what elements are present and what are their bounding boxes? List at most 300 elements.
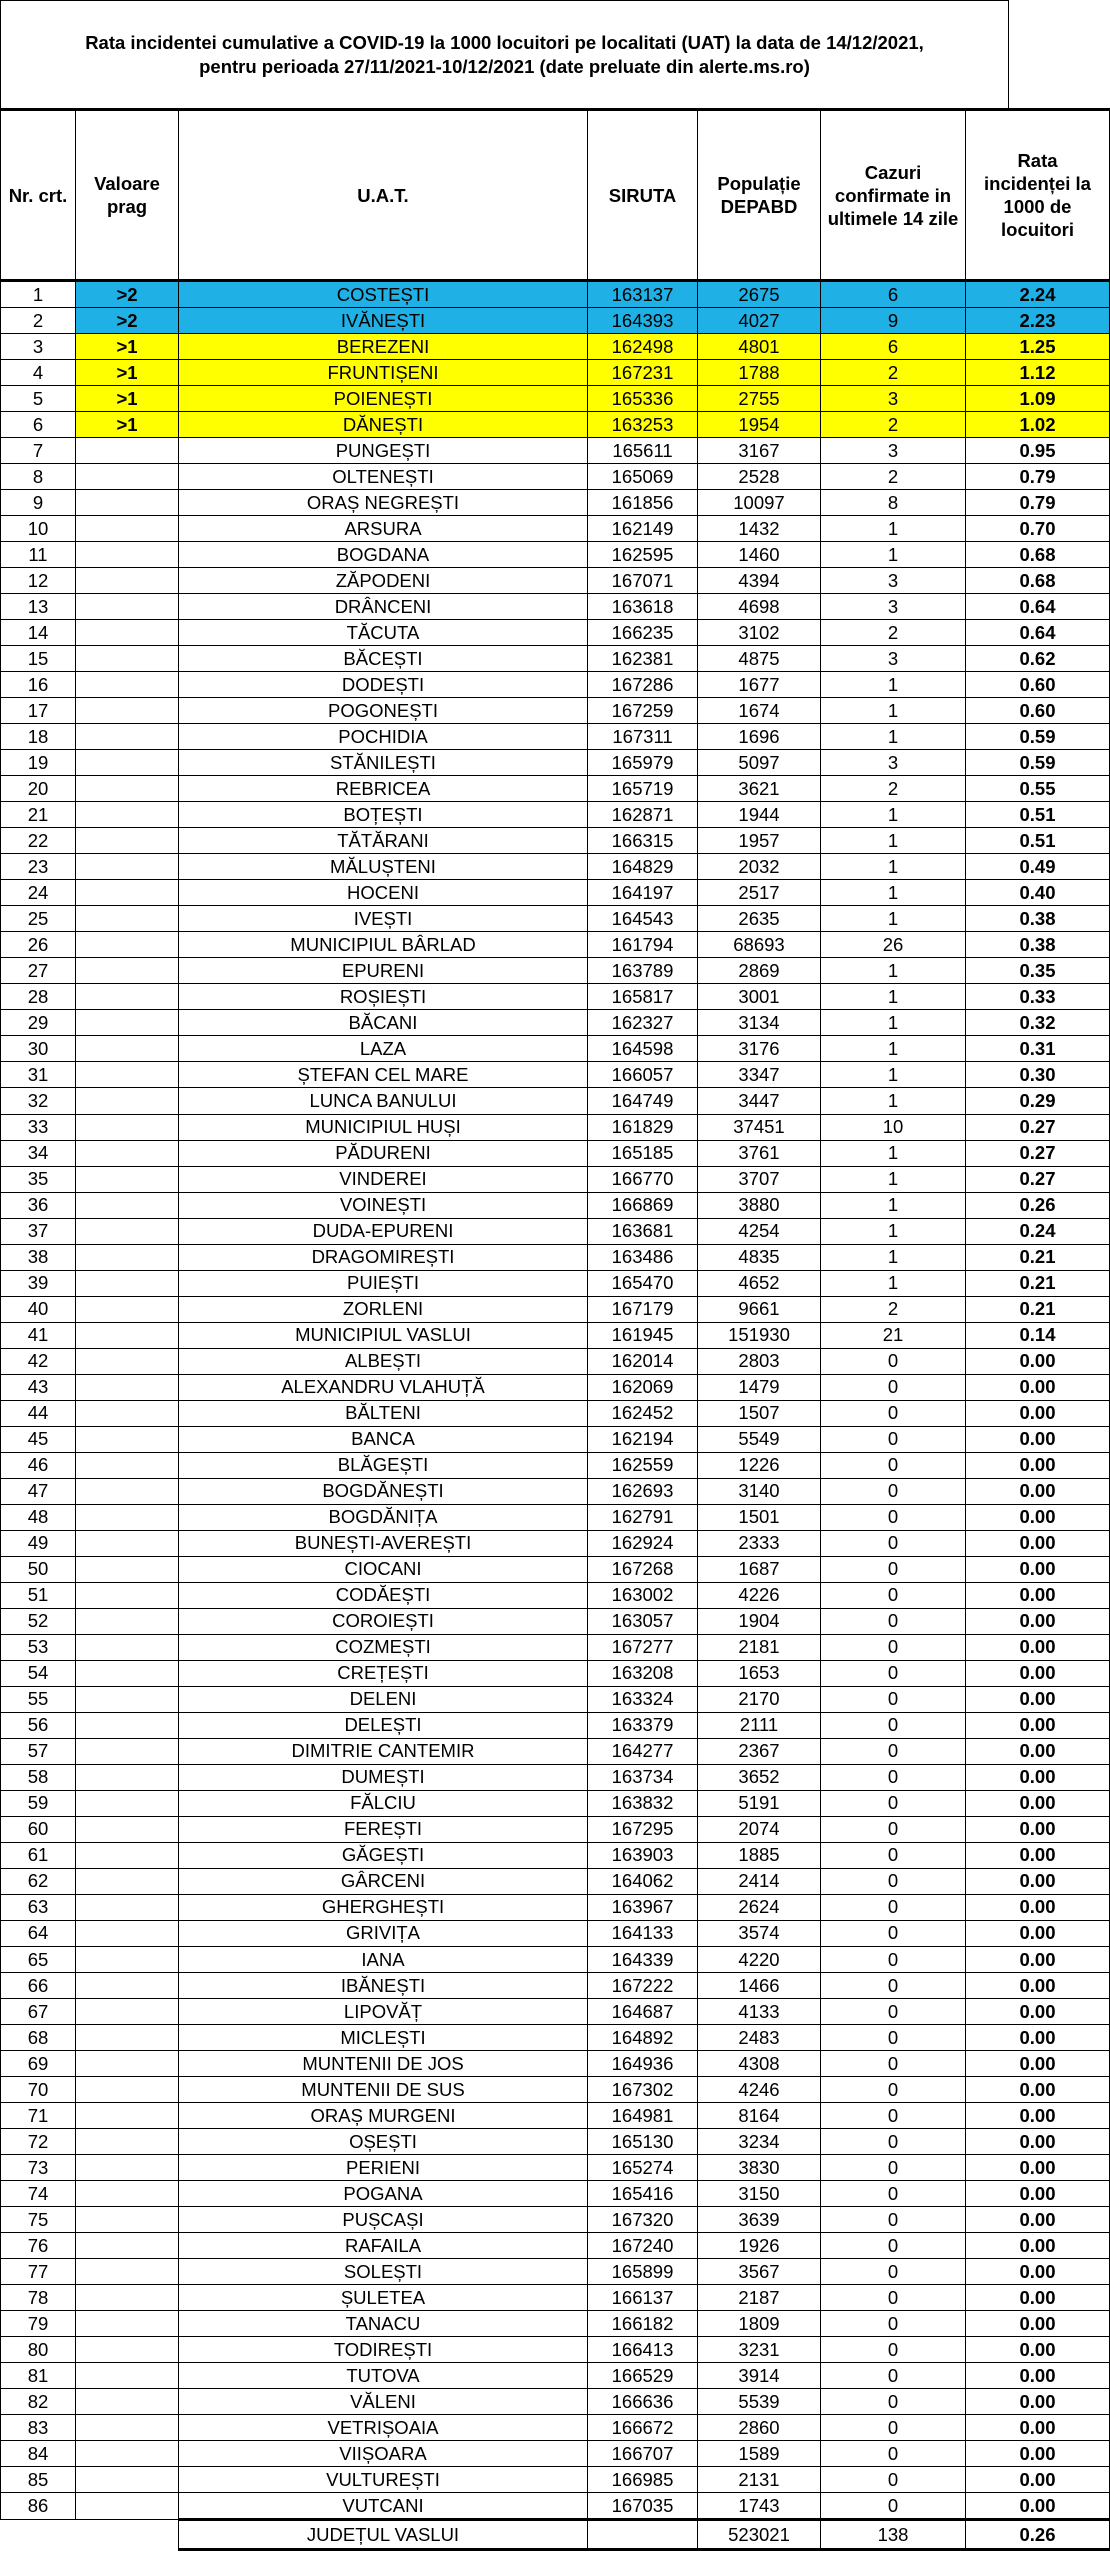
cell-populatie: 2187 <box>698 2285 821 2311</box>
cell-cazuri: 1 <box>821 698 966 724</box>
cell-siruta: 167268 <box>588 1556 698 1582</box>
cell-siruta: 164133 <box>588 1920 698 1946</box>
table-row <box>1 1556 1110 1582</box>
cell-populatie: 4226 <box>698 1582 821 1608</box>
cell-uat: CREȚEȘTI <box>179 1660 588 1686</box>
cell-rata: 0.00 <box>966 1452 1110 1478</box>
cell-prag <box>76 1842 179 1868</box>
cell-nr: 77 <box>1 2259 76 2285</box>
cell-populatie: 2414 <box>698 1868 821 1894</box>
cell-siruta: 162693 <box>588 1478 698 1504</box>
cell-cazuri: 0 <box>821 1634 966 1660</box>
cell-nr: 37 <box>1 1218 76 1244</box>
total-rata: 0.26 <box>966 2520 1110 2550</box>
cell-uat: ZĂPODENI <box>179 568 588 594</box>
cell-rata: 0.00 <box>966 1686 1110 1712</box>
cell-siruta: 166235 <box>588 620 698 646</box>
cell-nr: 29 <box>1 1010 76 1036</box>
cell-populatie: 1788 <box>698 360 821 386</box>
cell-rata: 0.21 <box>966 1270 1110 1296</box>
cell-siruta: 163486 <box>588 1244 698 1270</box>
cell-populatie: 1944 <box>698 802 821 828</box>
cell-prag <box>76 2259 179 2285</box>
cell-prag <box>76 1582 179 1608</box>
cell-populatie: 3567 <box>698 2259 821 2285</box>
table-row <box>1 1400 1110 1426</box>
cell-populatie: 2624 <box>698 1894 821 1920</box>
cell-rata: 0.00 <box>966 2103 1110 2129</box>
cell-nr: 83 <box>1 2415 76 2441</box>
cell-cazuri: 0 <box>821 1790 966 1816</box>
cell-nr: 48 <box>1 1504 76 1530</box>
table-row <box>1 2337 1110 2363</box>
cell-nr: 81 <box>1 2363 76 2389</box>
cell-prag <box>76 1114 179 1140</box>
cell-nr: 38 <box>1 1244 76 1270</box>
cell-uat: HOCENI <box>179 880 588 906</box>
cell-siruta: 164936 <box>588 2051 698 2077</box>
cell-populatie: 9661 <box>698 1296 821 1322</box>
cell-prag <box>76 2441 179 2467</box>
cell-uat: MUNTENII DE JOS <box>179 2051 588 2077</box>
cell-siruta: 166707 <box>588 2441 698 2467</box>
cell-nr: 28 <box>1 984 76 1010</box>
table-row <box>1 490 1110 516</box>
cell-cazuri: 0 <box>821 1999 966 2025</box>
cell-uat: COSTEȘTI <box>179 281 588 308</box>
cell-nr: 33 <box>1 1114 76 1140</box>
cell-prag <box>76 1790 179 1816</box>
cell-siruta: 163379 <box>588 1712 698 1738</box>
table-row <box>1 2025 1110 2051</box>
cell-populatie: 3347 <box>698 1062 821 1088</box>
table-row <box>1 464 1110 490</box>
cell-rata: 0.00 <box>966 2311 1110 2337</box>
cell-nr: 65 <box>1 1947 76 1973</box>
cell-populatie: 2131 <box>698 2467 821 2493</box>
cell-cazuri: 0 <box>821 1504 966 1530</box>
cell-prag <box>76 724 179 750</box>
cell-nr: 11 <box>1 542 76 568</box>
cell-cazuri: 0 <box>821 1973 966 1999</box>
cell-rata: 0.00 <box>966 2077 1110 2103</box>
cell-siruta: 167240 <box>588 2233 698 2259</box>
cell-populatie: 10097 <box>698 490 821 516</box>
cell-prag <box>76 2311 179 2337</box>
cell-rata: 0.32 <box>966 1010 1110 1036</box>
cell-populatie: 3880 <box>698 1192 821 1218</box>
cell-cazuri: 1 <box>821 906 966 932</box>
cell-populatie: 1507 <box>698 1400 821 1426</box>
cell-uat: GĂGEȘTI <box>179 1842 588 1868</box>
cell-prag <box>76 1634 179 1660</box>
cell-populatie: 4652 <box>698 1270 821 1296</box>
cell-rata: 0.40 <box>966 880 1110 906</box>
cell-prag <box>76 2129 179 2155</box>
cell-prag <box>76 1426 179 1452</box>
cell-rata: 0.00 <box>966 2467 1110 2493</box>
cell-prag <box>76 1478 179 1504</box>
cell-rata: 1.02 <box>966 412 1110 438</box>
cell-populatie: 4394 <box>698 568 821 594</box>
cell-populatie: 68693 <box>698 932 821 958</box>
cell-uat: BOGDĂNEȘTI <box>179 1478 588 1504</box>
cell-nr: 72 <box>1 2129 76 2155</box>
header-rata: Rata incidenței la 1000 de locuitori <box>966 110 1110 281</box>
cell-uat: ORAȘ NEGREȘTI <box>179 490 588 516</box>
table-row <box>1 568 1110 594</box>
cell-siruta: 161794 <box>588 932 698 958</box>
cell-nr: 70 <box>1 2077 76 2103</box>
cell-prag <box>76 2181 179 2207</box>
table-row <box>1 438 1110 464</box>
cell-cazuri: 1 <box>821 1244 966 1270</box>
cell-cazuri: 1 <box>821 880 966 906</box>
table-row <box>1 2129 1110 2155</box>
cell-uat: MĂLUȘTENI <box>179 854 588 880</box>
cell-populatie: 2869 <box>698 958 821 984</box>
cell-prag <box>76 1556 179 1582</box>
cell-prag: >1 <box>76 334 179 360</box>
cell-prag <box>76 2467 179 2493</box>
cell-prag <box>76 2493 179 2520</box>
cell-cazuri: 1 <box>821 542 966 568</box>
cell-prag <box>76 1816 179 1842</box>
cell-nr: 18 <box>1 724 76 750</box>
cell-populatie: 4698 <box>698 594 821 620</box>
cell-cazuri: 1 <box>821 672 966 698</box>
cell-prag <box>76 568 179 594</box>
cell-rata: 0.51 <box>966 828 1110 854</box>
table-row <box>1 1608 1110 1634</box>
cell-rata: 0.00 <box>966 2337 1110 2363</box>
header-cazuri: Cazuri confirmate in ultimele 14 zile <box>821 110 966 281</box>
cell-siruta: 166770 <box>588 1166 698 1192</box>
table-row <box>1 1764 1110 1790</box>
cell-cazuri: 3 <box>821 568 966 594</box>
cell-siruta: 163967 <box>588 1894 698 1920</box>
cell-rata: 0.00 <box>966 2155 1110 2181</box>
cell-prag <box>76 1166 179 1192</box>
cell-cazuri: 1 <box>821 958 966 984</box>
table-row <box>1 1816 1110 1842</box>
table-row <box>1 1504 1110 1530</box>
cell-nr: 23 <box>1 854 76 880</box>
cell-uat: CODĂEȘTI <box>179 1582 588 1608</box>
cell-siruta: 162924 <box>588 1530 698 1556</box>
cell-uat: PUȘCAȘI <box>179 2207 588 2233</box>
cell-nr: 75 <box>1 2207 76 2233</box>
cell-prag <box>76 516 179 542</box>
cell-cazuri: 0 <box>821 2129 966 2155</box>
cell-uat: LUNCA BANULUI <box>179 1088 588 1114</box>
cell-rata: 0.00 <box>966 1842 1110 1868</box>
cell-populatie: 3134 <box>698 1010 821 1036</box>
cell-rata: 0.79 <box>966 490 1110 516</box>
cell-siruta: 165470 <box>588 1270 698 1296</box>
cell-prag <box>76 1140 179 1166</box>
cell-populatie: 2111 <box>698 1712 821 1738</box>
cell-siruta: 166137 <box>588 2285 698 2311</box>
table-row <box>1 776 1110 802</box>
cell-populatie: 1696 <box>698 724 821 750</box>
cell-nr: 34 <box>1 1140 76 1166</box>
cell-uat: GHERGHEȘTI <box>179 1894 588 1920</box>
table-row <box>1 750 1110 776</box>
cell-siruta: 166672 <box>588 2415 698 2441</box>
table-row <box>1 854 1110 880</box>
cell-rata: 0.24 <box>966 1218 1110 1244</box>
cell-cazuri: 0 <box>821 1712 966 1738</box>
table-row <box>1 1920 1110 1946</box>
cell-prag <box>76 984 179 1010</box>
cell-rata: 0.00 <box>966 2051 1110 2077</box>
total-label: JUDEȚUL VASLUI <box>179 2520 588 2550</box>
table-row <box>1 2285 1110 2311</box>
table-row <box>1 2441 1110 2467</box>
cell-uat: VINDEREI <box>179 1166 588 1192</box>
cell-siruta: 166182 <box>588 2311 698 2337</box>
table-row <box>1 2389 1110 2415</box>
cell-siruta: 162595 <box>588 542 698 568</box>
cell-siruta: 162381 <box>588 646 698 672</box>
cell-nr: 42 <box>1 1348 76 1374</box>
table-row <box>1 2415 1110 2441</box>
cell-siruta: 164749 <box>588 1088 698 1114</box>
cell-rata: 0.00 <box>966 1973 1110 1999</box>
cell-nr: 1 <box>1 281 76 308</box>
cell-nr: 14 <box>1 620 76 646</box>
cell-cazuri: 0 <box>821 2441 966 2467</box>
table-row <box>1 1010 1110 1036</box>
cell-rata: 0.00 <box>966 1400 1110 1426</box>
cell-cazuri: 1 <box>821 1010 966 1036</box>
cell-rata: 0.62 <box>966 646 1110 672</box>
cell-rata: 0.00 <box>966 1790 1110 1816</box>
cell-nr: 52 <box>1 1608 76 1634</box>
cell-siruta: 167222 <box>588 1973 698 1999</box>
cell-siruta: 167259 <box>588 698 698 724</box>
cell-cazuri: 0 <box>821 1868 966 1894</box>
cell-nr: 10 <box>1 516 76 542</box>
table-row <box>1 672 1110 698</box>
cell-rata: 0.00 <box>966 1530 1110 1556</box>
table-row <box>1 1270 1110 1296</box>
cell-siruta: 164892 <box>588 2025 698 2051</box>
cell-uat: DRAGOMIREȘTI <box>179 1244 588 1270</box>
cell-populatie: 1687 <box>698 1556 821 1582</box>
cell-siruta: 163681 <box>588 1218 698 1244</box>
cell-uat: BANCA <box>179 1426 588 1452</box>
cell-rata: 0.31 <box>966 1036 1110 1062</box>
cell-nr: 3 <box>1 334 76 360</box>
table-row <box>1 646 1110 672</box>
table-row <box>1 698 1110 724</box>
table-row <box>1 2181 1110 2207</box>
cell-prag <box>76 2363 179 2389</box>
cell-populatie: 2483 <box>698 2025 821 2051</box>
cell-uat: RAFAILA <box>179 2233 588 2259</box>
cell-populatie: 1432 <box>698 516 821 542</box>
incidence-table <box>0 108 1110 2551</box>
cell-prag <box>76 1712 179 1738</box>
cell-nr: 9 <box>1 490 76 516</box>
cell-siruta: 167311 <box>588 724 698 750</box>
cell-nr: 39 <box>1 1270 76 1296</box>
table-row <box>1 1088 1110 1114</box>
table-row <box>1 542 1110 568</box>
title-line-2: pentru perioada 27/11/2021-10/12/2021 (date preluate din alerte.ms.ro) <box>199 56 810 77</box>
cell-rata: 0.30 <box>966 1062 1110 1088</box>
total-cazuri: 138 <box>821 2520 966 2550</box>
cell-uat: ALEXANDRU VLAHUȚĂ <box>179 1374 588 1400</box>
cell-rata: 0.00 <box>966 1504 1110 1530</box>
cell-cazuri: 3 <box>821 750 966 776</box>
cell-nr: 32 <box>1 1088 76 1114</box>
cell-siruta: 163832 <box>588 1790 698 1816</box>
cell-rata: 0.64 <box>966 620 1110 646</box>
cell-cazuri: 1 <box>821 1140 966 1166</box>
cell-rata: 0.00 <box>966 1868 1110 1894</box>
cell-prag: >1 <box>76 412 179 438</box>
table-row <box>1 880 1110 906</box>
cell-prag <box>76 802 179 828</box>
table-row <box>1 1244 1110 1270</box>
cell-cazuri: 0 <box>821 1582 966 1608</box>
cell-rata: 0.00 <box>966 2415 1110 2441</box>
cell-siruta: 166413 <box>588 2337 698 2363</box>
cell-uat: TUTOVA <box>179 2363 588 2389</box>
cell-uat: DIMITRIE CANTEMIR <box>179 1738 588 1764</box>
table-row <box>1 1140 1110 1166</box>
cell-cazuri: 0 <box>821 1686 966 1712</box>
cell-uat: FEREȘTI <box>179 1816 588 1842</box>
table-row <box>1 1947 1110 1973</box>
cell-prag <box>76 1894 179 1920</box>
cell-uat: VĂLENI <box>179 2389 588 2415</box>
cell-prag <box>76 1062 179 1088</box>
cell-rata: 0.35 <box>966 958 1110 984</box>
cell-cazuri: 0 <box>821 2259 966 2285</box>
cell-rata: 0.59 <box>966 750 1110 776</box>
cell-siruta: 163057 <box>588 1608 698 1634</box>
table-row <box>1 1296 1110 1322</box>
cell-rata: 0.00 <box>966 2181 1110 2207</box>
table-row <box>1 2103 1110 2129</box>
cell-uat: ORAȘ MURGENI <box>179 2103 588 2129</box>
cell-uat: OLTENEȘTI <box>179 464 588 490</box>
table-row <box>1 1452 1110 1478</box>
cell-uat: POIENEȘTI <box>179 386 588 412</box>
table-row <box>1 412 1110 438</box>
cell-rata: 0.00 <box>966 1894 1110 1920</box>
cell-rata: 0.00 <box>966 2129 1110 2155</box>
cell-rata: 0.49 <box>966 854 1110 880</box>
cell-populatie: 2755 <box>698 386 821 412</box>
cell-nr: 44 <box>1 1400 76 1426</box>
cell-uat: REBRICEA <box>179 776 588 802</box>
cell-populatie: 3621 <box>698 776 821 802</box>
cell-cazuri: 0 <box>821 1738 966 1764</box>
cell-siruta: 163734 <box>588 1764 698 1790</box>
table-row <box>1 2207 1110 2233</box>
cell-uat: VUTCANI <box>179 2493 588 2520</box>
cell-populatie: 151930 <box>698 1322 821 1348</box>
cell-siruta: 165130 <box>588 2129 698 2155</box>
cell-siruta: 166529 <box>588 2363 698 2389</box>
cell-nr: 51 <box>1 1582 76 1608</box>
cell-cazuri: 0 <box>821 1920 966 1946</box>
cell-prag <box>76 672 179 698</box>
cell-populatie: 3001 <box>698 984 821 1010</box>
cell-uat: TĂTĂRANI <box>179 828 588 854</box>
cell-rata: 0.00 <box>966 1738 1110 1764</box>
cell-cazuri: 0 <box>821 1660 966 1686</box>
cell-siruta: 167277 <box>588 1634 698 1660</box>
cell-uat: STĂNILEȘTI <box>179 750 588 776</box>
cell-nr: 59 <box>1 1790 76 1816</box>
cell-rata: 0.00 <box>966 2363 1110 2389</box>
cell-nr: 80 <box>1 2337 76 2363</box>
cell-nr: 40 <box>1 1296 76 1322</box>
title-line-1: Rata incidentei cumulative a COVID-19 la 1000 locuitori pe localitati (UAT) la data de 14/12/2021, <box>85 32 924 53</box>
cell-populatie: 1226 <box>698 1452 821 1478</box>
cell-populatie: 3150 <box>698 2181 821 2207</box>
cell-populatie: 2074 <box>698 1816 821 1842</box>
cell-populatie: 2181 <box>698 1634 821 1660</box>
cell-rata: 0.26 <box>966 1192 1110 1218</box>
table-header-row <box>1 110 1110 281</box>
cell-rata: 0.51 <box>966 802 1110 828</box>
cell-rata: 0.21 <box>966 1296 1110 1322</box>
table-row <box>1 1192 1110 1218</box>
cell-populatie: 2803 <box>698 1348 821 1374</box>
cell-cazuri: 0 <box>821 2337 966 2363</box>
cell-rata: 1.25 <box>966 334 1110 360</box>
cell-populatie: 1954 <box>698 412 821 438</box>
table-row <box>1 1348 1110 1374</box>
cell-uat: DELENI <box>179 1686 588 1712</box>
total-populatie: 523021 <box>698 2520 821 2550</box>
header-siruta: SIRUTA <box>588 110 698 281</box>
cell-populatie: 4308 <box>698 2051 821 2077</box>
cell-siruta: 164981 <box>588 2103 698 2129</box>
cell-populatie: 1926 <box>698 2233 821 2259</box>
cell-nr: 2 <box>1 308 76 334</box>
cell-nr: 21 <box>1 802 76 828</box>
cell-prag <box>76 854 179 880</box>
cell-cazuri: 0 <box>821 2311 966 2337</box>
cell-siruta: 162014 <box>588 1348 698 1374</box>
cell-rata: 0.27 <box>966 1114 1110 1140</box>
cell-uat: IVĂNEȘTI <box>179 308 588 334</box>
cell-cazuri: 2 <box>821 620 966 646</box>
cell-siruta: 167295 <box>588 1816 698 1842</box>
cell-uat: VOINEȘTI <box>179 1192 588 1218</box>
cell-siruta: 162149 <box>588 516 698 542</box>
cell-cazuri: 0 <box>821 2051 966 2077</box>
cell-prag <box>76 542 179 568</box>
cell-populatie: 4246 <box>698 2077 821 2103</box>
cell-uat: PĂDURENI <box>179 1140 588 1166</box>
cell-uat: ALBEȘTI <box>179 1348 588 1374</box>
cell-prag <box>76 750 179 776</box>
cell-siruta: 162871 <box>588 802 698 828</box>
table-row <box>1 1999 1110 2025</box>
cell-populatie: 1904 <box>698 1608 821 1634</box>
cell-prag <box>76 1348 179 1374</box>
cell-populatie: 3234 <box>698 2129 821 2155</box>
